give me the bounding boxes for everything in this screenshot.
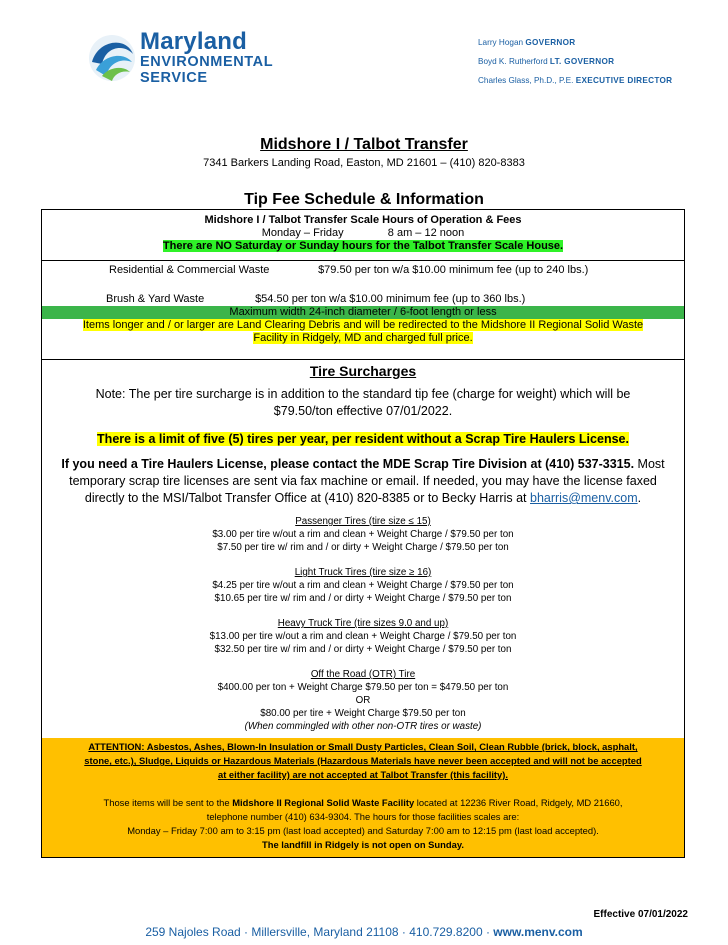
no-weekend-note: There are NO Saturday or Sunday hours for the Talbot Transfer Scale House. — [162, 240, 564, 252]
footer-website[interactable]: www.menv.com — [493, 925, 583, 939]
license-info: If you need a Tire Haulers License, please contact the MDE Scrap Tire Division at (410) 537-3315. Most temporary scrap tire licenses are sent via fax machine or email. If needed, you may have the license faxed directly to the MSI/Talbot Transfer Office at (410) 820-8385 or to Becky Harris at bharris@menv.com. — [61, 457, 665, 505]
hours-days: Monday – Friday — [261, 227, 344, 239]
logo-line-2: ENVIRONMENTAL — [140, 54, 274, 70]
max-size-row: Maximum width 24-inch diameter / 6-foot length or less — [42, 306, 684, 319]
land-clearing-note: Items longer and / or larger are Land Clearing Debris and will be redirected to the Midshore II Regional Solid Waste Facility in Ridgely, MD and charged full price. — [82, 319, 644, 344]
otr-tires: Off the Road (OTR) Tire $400.00 per ton + Weight Charge $79.50 per ton = $479.50 per ton OR $80.00 per tire + Weight Charge $79.50 per ton (When commingled with other non-OTR tires or waste) — [217, 669, 509, 732]
hours-section — [41, 209, 685, 261]
brush-fee-row — [42, 293, 684, 306]
heavy-truck-tires: Heavy Truck Tire (tire sizes 9.0 and up) $13.00 per tire w/out a rim and clean + Weight Charge / $79.50 per ton $32.50 per tire w/ rim and / or dirty + Weight Charge / $79.50 per ton — [209, 618, 517, 655]
hours-row — [42, 227, 684, 240]
attention-section — [41, 738, 685, 858]
official-governor: Larry Hogan GOVERNOR — [478, 38, 576, 47]
official-lt-governor: Boyd K. Rutherford LT. GOVERNOR — [478, 57, 615, 66]
facility-address: 7341 Barkers Landing Road, Easton, MD 21601 – (410) 820-8383 — [203, 157, 525, 169]
tire-heading: Tire Surcharges — [309, 363, 417, 379]
logo-line-1: Maryland — [140, 28, 247, 55]
officials-list — [478, 33, 672, 90]
swirl-logo-icon — [88, 32, 136, 84]
tire-section — [41, 359, 685, 739]
mes-logo — [88, 30, 298, 90]
page-title: Midshore I / Talbot Transfer — [260, 136, 468, 153]
tire-limit: There is a limit of five (5) tires per year, per resident without a Scrap Tire Haulers License. — [97, 432, 629, 446]
brush-label: Brush & Yard Waste — [106, 293, 205, 305]
residential-label: Residential & Commercial Waste — [109, 264, 270, 276]
hours-heading: Midshore I / Talbot Transfer Scale Hours of Operation & Fees — [204, 214, 522, 226]
attention-notice: ATTENTION: Asbestos, Ashes, Blown-In Insulation or Small Dusty Particles, Clean Soil, Clean Rubble (brick, block, asphalt, stone, etc.), Sludge, Liquids or Hazardous Materials (Hazardous Materials have never been accepted and will not be accepted at either facility) are not accepted at Talbot Transfer (this facility). — [84, 741, 642, 780]
tire-note: Note: The per tire surcharge is in addition to the standard tip fee (charge for weight) which will be $79.50/ton effective 07/01/2022. — [95, 387, 631, 418]
light-truck-tires: Light Truck Tires (tire size ≥ 16) $4.25 per tire w/out a rim and clean + Weight Charge / $79.50 per ton $10.65 per tire w/ rim and / or dirty + Weight Charge / $79.50 per ton — [212, 567, 514, 604]
footer-address: 259 Najoles Road · Millersville, Maryland 21108 · 410.729.8200 · — [145, 925, 494, 939]
official-executive-director: Charles Glass, Ph.D., P.E. EXECUTIVE DIRECTOR — [478, 76, 673, 85]
residential-fee-row — [42, 264, 684, 277]
tire-limit-row — [42, 431, 684, 448]
redirect-info: Those items will be sent to the Midshore II Regional Solid Waste Facility located at 12236 River Road, Ridgely, MD 21660, telephone number (410) 634-9304. The hours for those facilities scales are: Monday – Friday 7:00 am to 3:15 pm (last load accepted) and Saturday 7:00 am to 12:15 pm (last load accepted). The landfill in Ridgely is not open on Sunday. — [103, 797, 623, 850]
residential-fee: $79.50 per ton w/a $10.00 minimum fee (up to 240 lbs.) — [318, 264, 589, 276]
effective-date: Effective 07/01/2022 — [593, 909, 688, 920]
footer — [0, 925, 728, 939]
brush-fee: $54.50 per ton w/a $10.00 minimum fee (up to 360 lbs.) — [255, 293, 526, 305]
hours-note-row — [42, 240, 684, 253]
email-link[interactable]: bharris@menv.com — [530, 491, 638, 505]
passenger-tires: Passenger Tires (tire size ≤ 15) $3.00 per tire w/out a rim and clean + Weight Charge / $79.50 per ton $7.50 per tire w/ rim and / or dirty + Weight Charge / $79.50 per ton — [212, 516, 514, 553]
hours-time: 8 am – 12 noon — [387, 227, 465, 239]
schedule-title: Tip Fee Schedule & Information — [244, 191, 484, 208]
logo-line-3: SERVICE — [140, 69, 208, 86]
fees-section — [41, 260, 685, 360]
